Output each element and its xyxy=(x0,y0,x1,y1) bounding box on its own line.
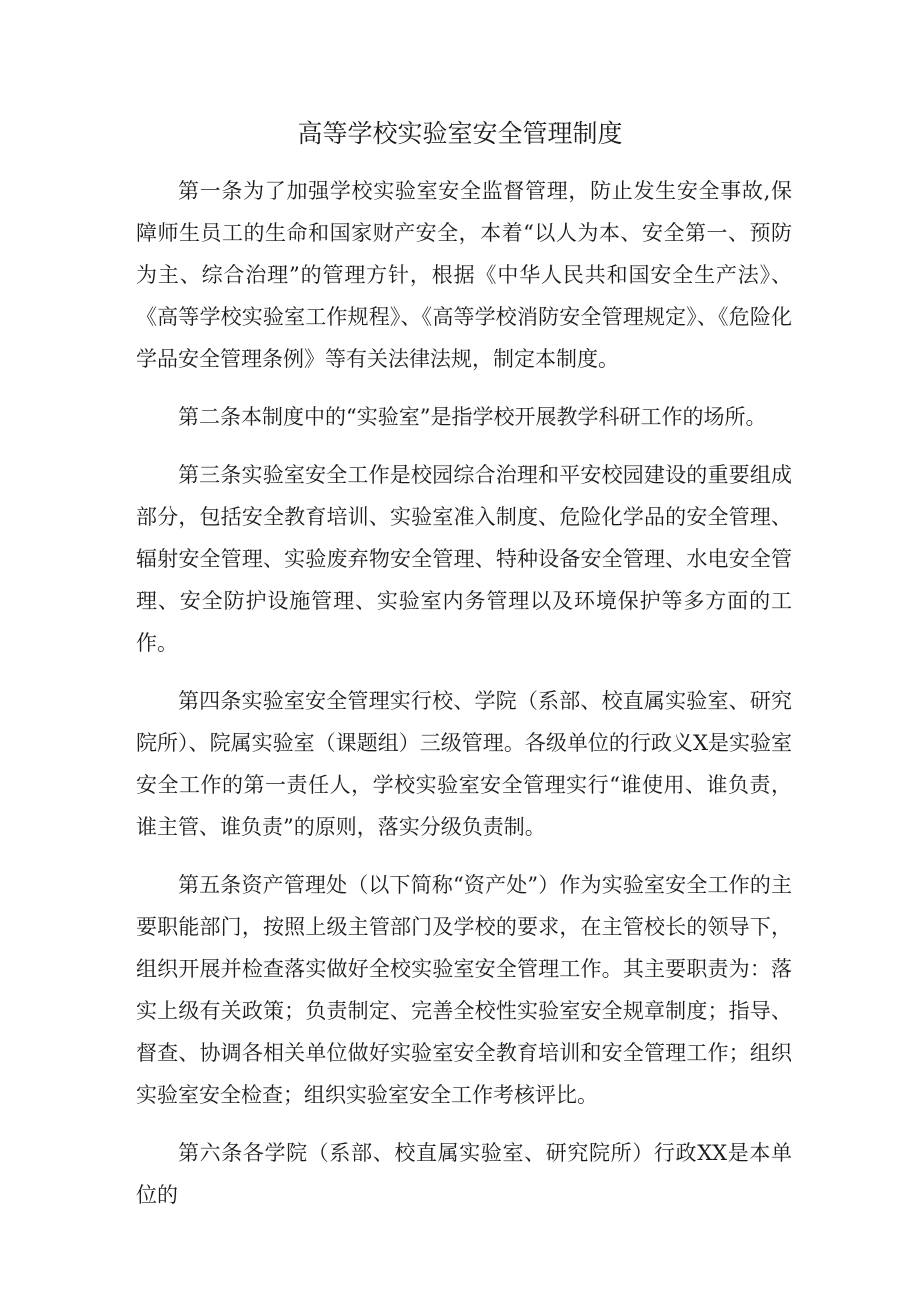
article-1-paragraph: 第一条为了加强学校实验室安全监督管理，防止发生安全事故,保障师生员工的生命和国家财产安全，本着“以人为本、安全第一、预防为主、综合治理”的管理方针，根据《中华人民共和国安全生产法》、《高等学校实验室工作规程》、《高等学校消防安全管理规定》、《危险化学品安全管理条例》等有关法律法规，制定本制度。 xyxy=(136,179,792,371)
document-body xyxy=(136,170,792,1232)
article-5-paragraph: 第五条资产管理处（以下简称“资产处”）作为实验室安全工作的主要职能部门，按照上级主管部门及学校的要求，在主管校长的领导下，组织开展并检查落实做好全校实验室安全管理工作。其主要职责为：落实上级有关政策；负责制定、完善全校性实验室安全规章制度；指导、督查、协调各相关单位做好实验室安全教育培训和安全管理工作；组织实验室安全检查；组织实验室安全工作考核评比。 xyxy=(136,873,792,1107)
article-4-paragraph: 第四条实验室安全管理实行校、学院（系部、校直属实验室、研究院所）、院属实验室（课题组）三级管理。各级单位的行政义X是实验室安全工作的第一责任人，学校实验室安全管理实行“谁使用、谁负责，谁主管、谁负责”的原则，落实分级负责制。 xyxy=(136,689,792,839)
document-title: 高等学校实验室安全管理制度 xyxy=(297,119,623,148)
article-3-paragraph: 第三条实验室安全工作是校园综合治理和平安校园建设的重要组成部分，包括安全教育培训、实验室准入制度、危险化学品的安全管理、辐射安全管理、实验废弃物安全管理、特种设备安全管理、水电安全管理、安全防护设施管理、实验室内务管理以及环境保护等多方面的工作。 xyxy=(136,463,792,655)
article-2-paragraph: 第二条本制度中的“实验室”是指学校开展教学科研工作的场所。 xyxy=(178,405,767,429)
article-6-paragraph: 第六条各学院（系部、校直属实验室、研究院所）行政XX是本单位的 xyxy=(136,1141,792,1207)
